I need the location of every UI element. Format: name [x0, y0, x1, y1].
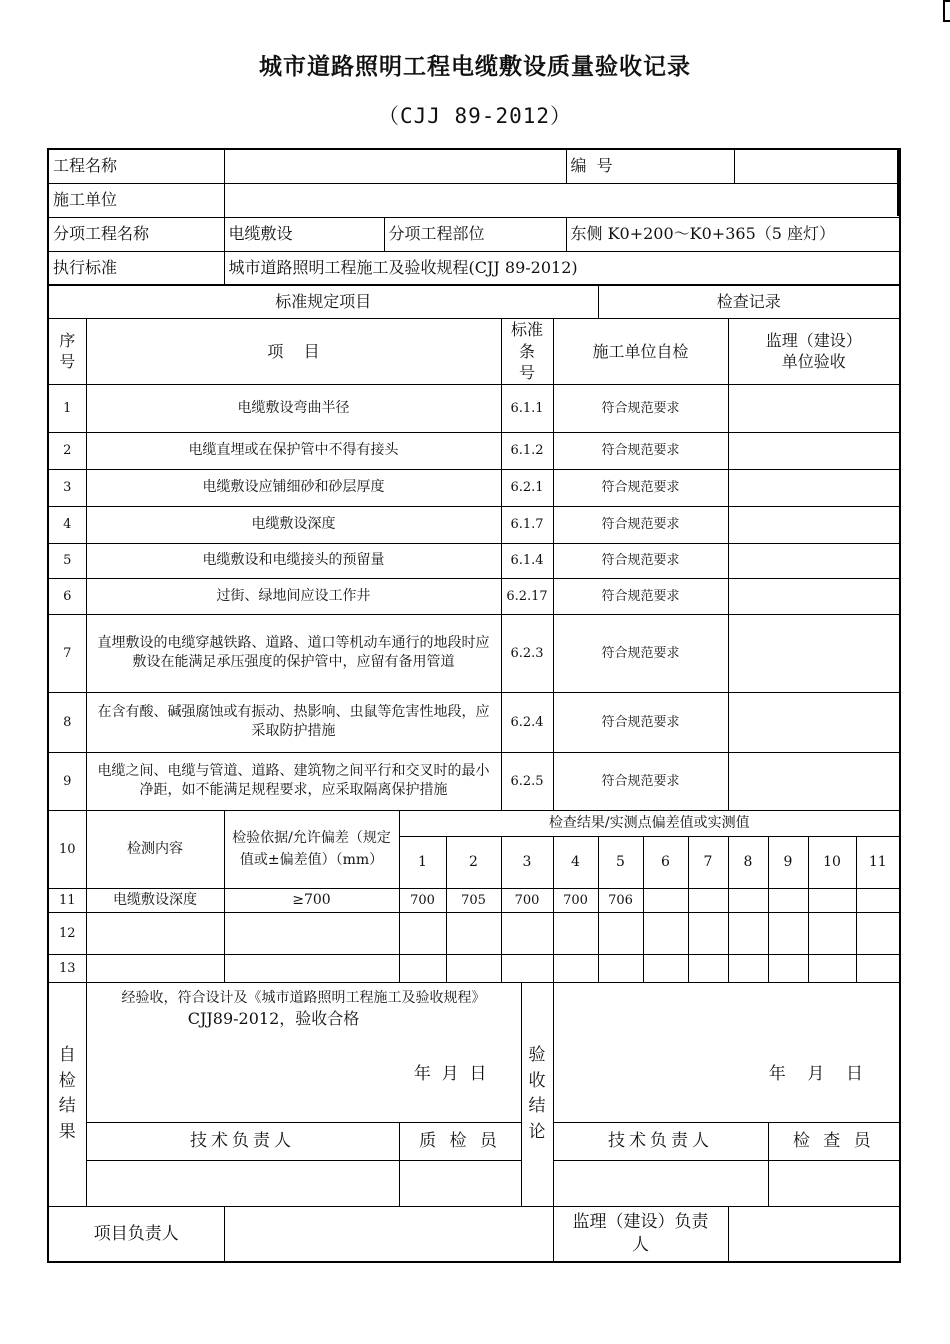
measure-value[interactable]: [446, 954, 501, 982]
item-clause: 6.2.5: [501, 752, 553, 810]
measure-value[interactable]: [808, 888, 856, 912]
item-text: 过街、绿地间应设工作井: [86, 578, 501, 614]
item-self-result: 符合规范要求: [553, 614, 728, 692]
point-header: 9: [768, 836, 808, 888]
contractor-value[interactable]: [224, 183, 900, 217]
item-no: 9: [48, 752, 86, 810]
measure-content[interactable]: [86, 912, 224, 954]
item-self-result: 符合规范要求: [553, 384, 728, 432]
item-row: [48, 614, 900, 692]
measure-row: [48, 912, 900, 954]
subitem-location-label: 分项工程部位: [384, 217, 566, 251]
number-label: 编 号: [566, 149, 734, 183]
accept-tech-lead-signature[interactable]: [553, 1160, 768, 1206]
item-supervisor-result[interactable]: [728, 469, 900, 506]
supervisor-lead-signature[interactable]: [728, 1206, 900, 1262]
point-header: 7: [688, 836, 728, 888]
measure-value[interactable]: 706: [598, 888, 643, 912]
item-clause: 6.2.4: [501, 692, 553, 752]
item-no: 5: [48, 543, 86, 578]
measure-value[interactable]: [643, 954, 688, 982]
measure-value[interactable]: [446, 912, 501, 954]
measure-results-label: 检查结果/实测点偏差值或实测值: [399, 810, 900, 836]
standard-items-header: 标准规定项目: [48, 285, 598, 319]
measure-value[interactable]: [501, 954, 553, 982]
item-text: 电缆之间、电缆与管道、道路、建筑物之间平行和交叉时的最小净距，如不能满足规程要求，应采取隔离保护措施: [86, 752, 501, 810]
measure-value[interactable]: [553, 954, 598, 982]
measure-value[interactable]: 705: [446, 888, 501, 912]
corner-mark: [943, 0, 950, 22]
project-name-label: 工程名称: [48, 149, 224, 183]
item-supervisor-result[interactable]: [728, 384, 900, 432]
item-supervisor-result[interactable]: [728, 752, 900, 810]
point-header: 2: [446, 836, 501, 888]
inspection-table: [47, 284, 901, 1263]
item-row: [48, 692, 900, 752]
item-no: 7: [48, 614, 86, 692]
standard-label: 执行标准: [48, 251, 224, 285]
point-header: 1: [399, 836, 446, 888]
measure-row-no: 10: [48, 810, 86, 888]
measure-value[interactable]: [399, 912, 446, 954]
tech-lead-signature[interactable]: [86, 1160, 399, 1206]
measure-no: 13: [48, 954, 86, 982]
item-self-result: 符合规范要求: [553, 432, 728, 469]
measure-value[interactable]: [856, 888, 900, 912]
item-no: 8: [48, 692, 86, 752]
item-supervisor-result[interactable]: [728, 692, 900, 752]
side-border-line: [897, 148, 899, 216]
item-text: 直埋敷设的电缆穿越铁路、道路、道口等机动车通行的地段时应敷设在能满足承压强度的保护管中，应留有备用管道: [86, 614, 501, 692]
item-no: 3: [48, 469, 86, 506]
accept-tech-lead-label: 技术负责人: [553, 1122, 768, 1160]
item-no: 2: [48, 432, 86, 469]
inspection-record-header: 检查记录: [598, 285, 900, 319]
measure-basis[interactable]: [224, 954, 399, 982]
measure-value[interactable]: [728, 888, 768, 912]
measure-value[interactable]: [856, 954, 900, 982]
measure-value[interactable]: [598, 954, 643, 982]
measure-value[interactable]: [399, 954, 446, 982]
item-supervisor-result[interactable]: [728, 543, 900, 578]
item-supervisor-result[interactable]: [728, 432, 900, 469]
item-no: 1: [48, 384, 86, 432]
item-supervisor-result[interactable]: [728, 578, 900, 614]
item-text: 电缆敷设应铺细砂和砂层厚度: [86, 469, 501, 506]
point-header: 6: [643, 836, 688, 888]
item-self-result: 符合规范要求: [553, 752, 728, 810]
number-value[interactable]: [734, 149, 900, 183]
measure-content: 电缆敷设深度: [86, 888, 224, 912]
measure-value[interactable]: [598, 912, 643, 954]
self-check-conclusion: [86, 982, 521, 1122]
header-table: [47, 148, 901, 286]
col-self-header: 施工单位自检: [553, 319, 728, 385]
measure-value[interactable]: [501, 912, 553, 954]
item-no: 4: [48, 506, 86, 543]
item-clause: 6.2.17: [501, 578, 553, 614]
measure-value[interactable]: [643, 912, 688, 954]
item-self-result: 符合规范要求: [553, 692, 728, 752]
item-self-result: 符合规范要求: [553, 506, 728, 543]
measure-value[interactable]: [688, 888, 728, 912]
project-name-value[interactable]: [224, 149, 566, 183]
measure-value[interactable]: [553, 912, 598, 954]
item-self-result: 符合规范要求: [553, 578, 728, 614]
measure-no: 11: [48, 888, 86, 912]
measure-row: [48, 954, 900, 982]
standard-value: 城市道路照明工程施工及验收规程(CJJ 89-2012): [224, 251, 900, 285]
self-check-label: 自 检 结 果: [48, 982, 86, 1206]
measure-value[interactable]: [856, 912, 900, 954]
item-row: [48, 469, 900, 506]
measure-value[interactable]: [688, 954, 728, 982]
inspector-signature[interactable]: [768, 1160, 900, 1206]
measure-value[interactable]: [688, 912, 728, 954]
col-seq-header: 序 号: [48, 319, 86, 385]
acceptance-conclusion: [553, 982, 900, 1122]
item-supervisor-result[interactable]: [728, 614, 900, 692]
item-row: [48, 384, 900, 432]
subitem-value: 电缆敷设: [224, 217, 384, 251]
acceptance-label: 验 收 结 论: [521, 982, 553, 1206]
measure-value[interactable]: 700: [399, 888, 446, 912]
project-manager-label: 项目负责人: [48, 1206, 224, 1262]
measure-value[interactable]: [808, 912, 856, 954]
item-clause: 6.2.3: [501, 614, 553, 692]
item-no: 6: [48, 578, 86, 614]
measure-basis-label: 检验依据/允许偏差（规定值或±偏差值）（mm）: [224, 810, 399, 888]
item-self-result: 符合规范要求: [553, 543, 728, 578]
acceptance-date: 年 月 日: [768, 1063, 864, 1084]
measure-value[interactable]: [728, 912, 768, 954]
self-check-text-2: CJJ89-2012，验收合格: [187, 1008, 360, 1028]
point-header: 10: [808, 836, 856, 888]
point-header: 11: [856, 836, 900, 888]
point-header: 4: [553, 836, 598, 888]
measure-basis[interactable]: [224, 912, 399, 954]
contractor-label: 施工单位: [48, 183, 224, 217]
item-text: 电缆敷设和电缆接头的预留量: [86, 543, 501, 578]
point-header: 8: [728, 836, 768, 888]
inspector-label: 检 查 员: [768, 1122, 900, 1160]
quality-inspector-signature[interactable]: [399, 1160, 521, 1206]
self-check-date: 年 月 日: [413, 1063, 487, 1084]
subitem-label: 分项工程名称: [48, 217, 224, 251]
item-clause: 6.1.2: [501, 432, 553, 469]
item-text: 电缆直埋或在保护管中不得有接头: [86, 432, 501, 469]
measure-content[interactable]: [86, 954, 224, 982]
measure-row: [48, 888, 900, 912]
document-title: 城市道路照明工程电缆敷设质量验收记录: [259, 54, 691, 80]
col-clause-header: 标准条 号: [501, 319, 553, 385]
item-clause: 6.1.4: [501, 543, 553, 578]
item-clause: 6.1.1: [501, 384, 553, 432]
measure-value[interactable]: [768, 954, 808, 982]
item-supervisor-result[interactable]: [728, 506, 900, 543]
item-text: 电缆敷设弯曲半径: [86, 384, 501, 432]
item-text: 在含有酸、碱强腐蚀或有振动、热影响、虫鼠等危害性地段，应采取防护措施: [86, 692, 501, 752]
item-row: [48, 506, 900, 543]
measure-value[interactable]: [728, 954, 768, 982]
measure-value[interactable]: [768, 888, 808, 912]
item-row: [48, 578, 900, 614]
measure-value[interactable]: [768, 912, 808, 954]
point-header: 5: [598, 836, 643, 888]
measure-value[interactable]: [808, 954, 856, 982]
col-supervisor-header: 监理（建设） 单位验收: [728, 319, 900, 385]
measure-value[interactable]: 700: [501, 888, 553, 912]
measure-content-label: 检测内容: [86, 810, 224, 888]
col-item-header: 项 目: [86, 319, 501, 385]
measure-basis: ≥700: [224, 888, 399, 912]
item-text: 电缆敷设深度: [86, 506, 501, 543]
point-header: 3: [501, 836, 553, 888]
item-clause: 6.1.7: [501, 506, 553, 543]
project-manager-signature[interactable]: [224, 1206, 553, 1262]
item-self-result: 符合规范要求: [553, 469, 728, 506]
self-check-text-1: 经验收，符合设计及《城市道路照明工程施工及验收规程》: [121, 989, 486, 1006]
quality-inspector-label: 质 检 员: [399, 1122, 521, 1160]
item-row: [48, 432, 900, 469]
item-clause: 6.2.1: [501, 469, 553, 506]
tech-lead-label: 技术负责人: [86, 1122, 399, 1160]
item-row: [48, 543, 900, 578]
measure-no: 12: [48, 912, 86, 954]
measure-value[interactable]: 700: [553, 888, 598, 912]
item-row: [48, 752, 900, 810]
measure-value[interactable]: [643, 888, 688, 912]
subitem-location-value: 东侧 K0+200～K0+365（5 座灯）: [566, 217, 900, 251]
document-subtitle: （CJJ 89-2012）: [377, 104, 573, 128]
supervisor-lead-label: 监理（建设）负责 人: [553, 1206, 728, 1262]
